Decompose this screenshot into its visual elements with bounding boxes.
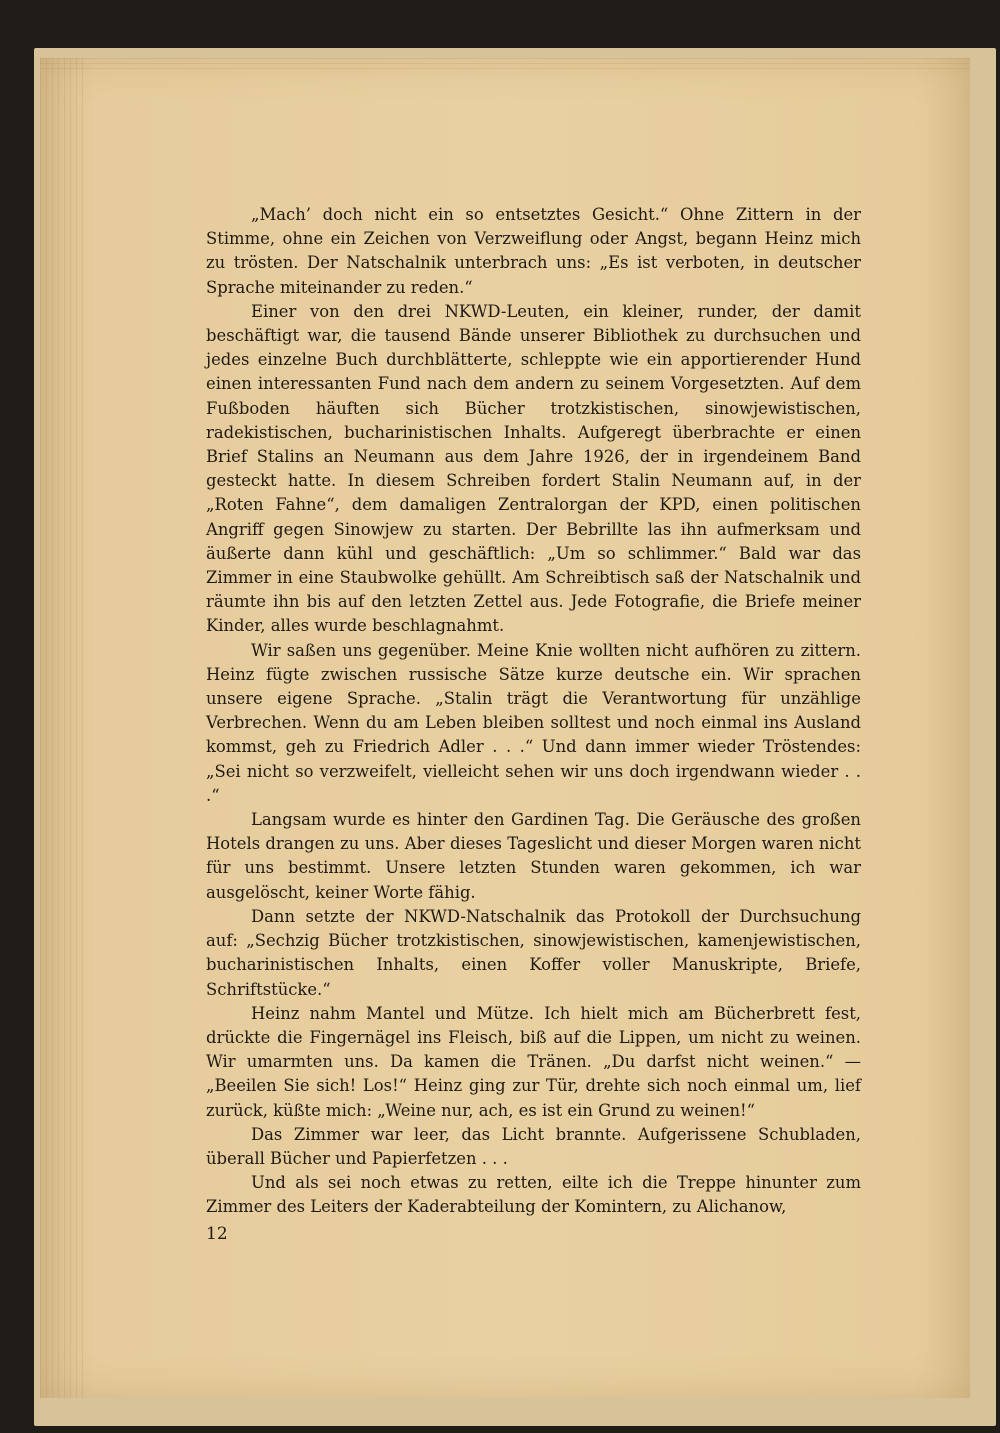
paragraph: Einer von den drei NKWD-Leuten, ein kleiner, runder, der damit beschäftigt war, die tausend Bände unserer Bibliothek zu durchsuchen und jedes einzelne Buch durchblätterte, schleppte wie ein apportierender Hund einen interessanten Fund nach dem andern zu seinem Vorgesetzten. Auf dem Fußboden häuften sich Bücher trotzkistischen, sinowjewistischen, radekistischen, bucharinistischen Inhalts. Aufgeregt überbrachte er einen Brief Stalins an Neumann aus dem Jahre 1926, der in irgendeinem Band gesteckt hatte. In diesem Schreiben fordert Stalin Neumann auf, in der „Roten Fahne“, dem damaligen Zentralorgan der KPD, einen politischen Angriff gegen Sinowjew zu starten. Der Bebrillte las ihn aufmerksam und äußerte dann kühl und geschäftlich: „Um so schlimmer.“ Bald war das Zimmer in eine Staubwolke gehüllt. Am Schreibtisch saß der Natschalnik und räumte ihn bis auf den letzten Zettel aus. Jede Fotografie, die Briefe meiner Kinder, alles wurde beschlagnahmt. (206, 301, 861, 636)
paragraph: Heinz nahm Mantel und Mütze. Ich hielt mich am Bücherbrett fest, drückte die Fingernägel ins Fleisch, biß auf die Lippen, um nicht zu weinen. Wir umarmten uns. Da kamen die Tränen. „Du darfst nicht weinen.“ — „Beeilen Sie sich! Los!“ Heinz ging zur Tür, drehte sich noch einmal um, lief zurück, küßte mich: „Weine nur, ach, es ist ein Grund zu weinen!“ (206, 1003, 861, 1120)
paragraph: „Mach’ doch nicht ein so entsetztes Gesicht.“ Ohne Zittern in der Stimme, ohne ein Zeichen von Verzweiflung oder Angst, begann Heinz mich zu trösten. Der Natschalnik unterbrach uns: „Es ist verboten, in deutscher Sprache miteinander zu reden.“ (206, 205, 861, 297)
paragraph: Langsam wurde es hinter den Gardinen Tag. Die Geräusche des großen Hotels drangen zu uns. Aber dieses Tageslicht und dieser Morgen waren nicht für uns bestimmt. Unsere letzten Stunden waren gekommen, ich war ausgelöscht, keiner Worte fähig. (206, 810, 861, 902)
page-stack-edge-top (40, 58, 970, 72)
paragraph: Wir saßen uns gegenüber. Meine Knie wollten nicht aufhören zu zittern. Heinz fügte zwischen russische Sätze kurze deutsche ein. Wir sprachen unsere eigene Sprache. „Stalin trägt die Verantwortung für unzählige Verbrechen. Wenn du am Leben bleiben solltest und noch einmal ins Ausland kommst, geh zu Friedrich Adler . . .“ Und dann immer wieder Tröstendes: „Sei nicht so verzweifelt, vielleicht sehen wir uns doch irgendwann wieder . . .“ (206, 640, 861, 805)
body-text (206, 203, 861, 1220)
paragraph: Das Zimmer war leer, das Licht brannte. Aufgerissene Schubladen, überall Bücher und Papierfetzen . . . (206, 1124, 861, 1168)
paragraph: Dann setzte der NKWD-Natschalnik das Protokoll der Durchsuchung auf: „Sechzig Bücher trotzkistischen, sinowjewistischen, kamenjewistischen, bucharinistischen Inhalts, einen Koffer voller Manuskripte, Briefe, Schriftstücke.“ (206, 906, 861, 999)
page-number: 12 (206, 1224, 228, 1244)
paragraph: Und als sei noch etwas zu retten, eilte ich die Treppe hinunter zum Zimmer des Leiters der Kaderabteilung der Komintern, zu Alichanow, (206, 1173, 861, 1217)
page-stack-edge-left (40, 58, 84, 1398)
